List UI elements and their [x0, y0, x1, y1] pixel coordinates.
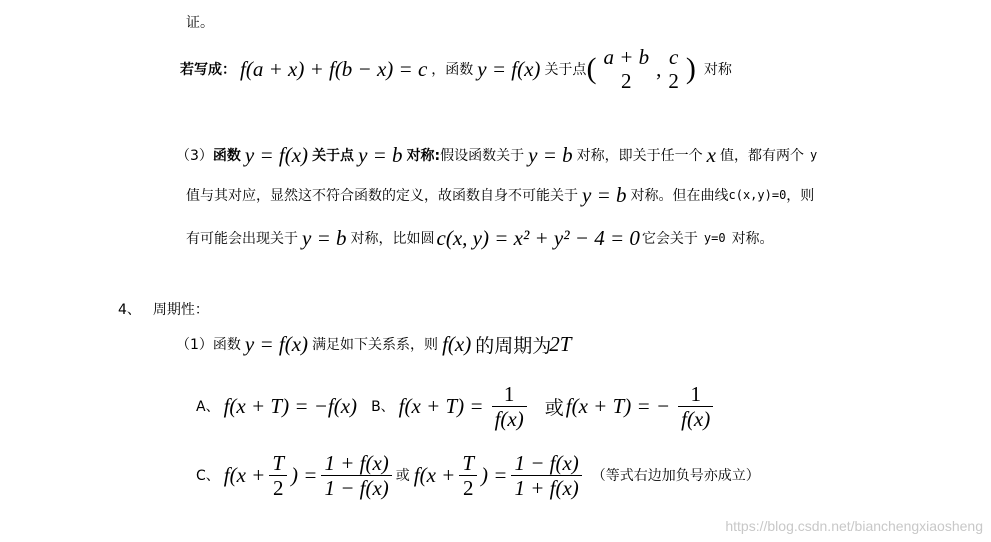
text-ze: ，则 [786, 188, 815, 204]
equation-y-eq-b: y = b [528, 142, 573, 167]
numerator: 1 − f(x) [514, 450, 579, 475]
equation-curve: c(x,y)=0 [728, 188, 787, 202]
fraction-c2-right [511, 451, 581, 500]
fraction-b [492, 382, 527, 431]
text-line-3 [176, 142, 817, 168]
text-jiashe: 假设函数关于 [440, 148, 525, 164]
text-explanation: 值与其对应，显然这不符合函数的定义，故函数自身不可能关于 [186, 188, 578, 204]
equation-symmetry: f(a + x) + f(b − x) = c [240, 56, 428, 81]
text-guanyudian: 关于点 [544, 62, 587, 78]
denominator: f(x) [681, 406, 711, 431]
denominator: 1 + f(x) [514, 475, 579, 500]
equation-y-eq-b: y = b [358, 142, 403, 167]
item-number-3: （3） [176, 148, 213, 164]
paren-close: ) [685, 52, 696, 85]
fraction-c1-right [321, 451, 391, 500]
equation-c1-close: ) = [291, 462, 318, 487]
fraction-t-over-2 [269, 451, 287, 500]
fraction-b2 [678, 382, 713, 431]
equation-fx: f(x) [442, 331, 472, 356]
numerator: 1 [503, 381, 515, 406]
numerator: 1 [690, 381, 701, 406]
denominator: 2 [462, 475, 474, 500]
fraction-c [665, 45, 682, 93]
section-4-heading [118, 299, 209, 319]
numerator: T [462, 450, 475, 475]
text-curve: 对称。但在曲线 [630, 188, 729, 204]
equation-b-left: f(x + T) = [398, 393, 484, 418]
text-duicheng-heading: 对称: [406, 148, 441, 164]
label-ruoxiecheng: 若写成： [180, 62, 236, 78]
text-line-1 [186, 12, 214, 32]
label-a: A、 [196, 399, 220, 415]
text-hanshu: ，函数 [431, 62, 474, 78]
watermark: https://blog.csdn.net/bianchengxiaosheng [725, 518, 983, 534]
variable-y: y [810, 148, 818, 162]
formula-row-ab [196, 378, 717, 434]
numerator: 1 + f(x) [324, 450, 389, 475]
equation-y-eq-b: y = b [582, 182, 627, 207]
fraction-a-plus-b [600, 45, 652, 93]
numerator: a + b [603, 45, 650, 69]
denominator: 2 [621, 69, 632, 93]
equation-y-eq-0: y=0 [703, 231, 726, 245]
denominator: 1 − f(x) [324, 475, 389, 500]
equation-c2-close: ) = [481, 462, 508, 487]
text-line-7 [176, 330, 571, 358]
text-duicheng-ji: 对称，即关于任一个 [576, 148, 703, 164]
section-title: 周期性： [152, 302, 209, 318]
item-number-1: （1） [176, 337, 213, 353]
equation-b2-left: f(x + T) = − [565, 393, 671, 418]
equation-circle: c(x, y) = x² + y² − 4 = 0 [436, 225, 640, 250]
text-satisfy: 满足如下关系系，则 [312, 337, 439, 353]
text-hanshu: 函数 [212, 148, 241, 164]
variable-x: x [706, 142, 716, 167]
equation-function: y = f(x) [477, 56, 541, 81]
equation-period: 2T [549, 331, 572, 356]
text-zheng: 证。 [186, 15, 214, 31]
text-duicheng-end: 对称。 [731, 231, 774, 247]
text-line-5 [186, 224, 774, 252]
text-hanshu: 函数 [212, 337, 241, 353]
text-or: 或 [395, 468, 410, 484]
denominator: 2 [272, 475, 284, 500]
equation-function: y = f(x) [244, 331, 309, 356]
text-guanyudian: 关于点 [312, 148, 355, 164]
text-zhi: 值，都有两个 [720, 148, 804, 164]
text-note: （等式右边加负号亦成立） [591, 468, 760, 484]
denominator: 2 [668, 69, 679, 93]
denominator: f(x) [494, 406, 524, 431]
numerator: T [272, 450, 285, 475]
text-possible: 有可能会出现关于 [186, 231, 298, 247]
formula-row-c [196, 446, 760, 504]
numerator: c [668, 45, 679, 69]
label-b: B、 [371, 399, 395, 415]
comma: , [656, 56, 662, 81]
text-line-4 [186, 182, 814, 208]
equation-a: f(x + T) = −f(x) [223, 393, 358, 418]
text-line-2 [180, 40, 732, 98]
section-number: 4、 [118, 302, 141, 318]
equation-y-eq-b: y = b [302, 225, 347, 250]
text-or: 或 [544, 396, 564, 419]
equation-c2-left: f(x + [413, 462, 456, 487]
text-duicheng: 对称 [703, 62, 732, 78]
paren-open: ( [586, 52, 597, 85]
text-period-is: 的周期为 [475, 334, 552, 357]
text-it-about: 它会关于 [641, 231, 698, 247]
equation-c1-left: f(x + [223, 462, 266, 487]
equation-function: y = f(x) [244, 142, 309, 167]
text-circle: 对称，比如圆 [350, 231, 435, 247]
fraction-t-over-2 [459, 451, 477, 500]
label-c: C、 [196, 468, 220, 484]
